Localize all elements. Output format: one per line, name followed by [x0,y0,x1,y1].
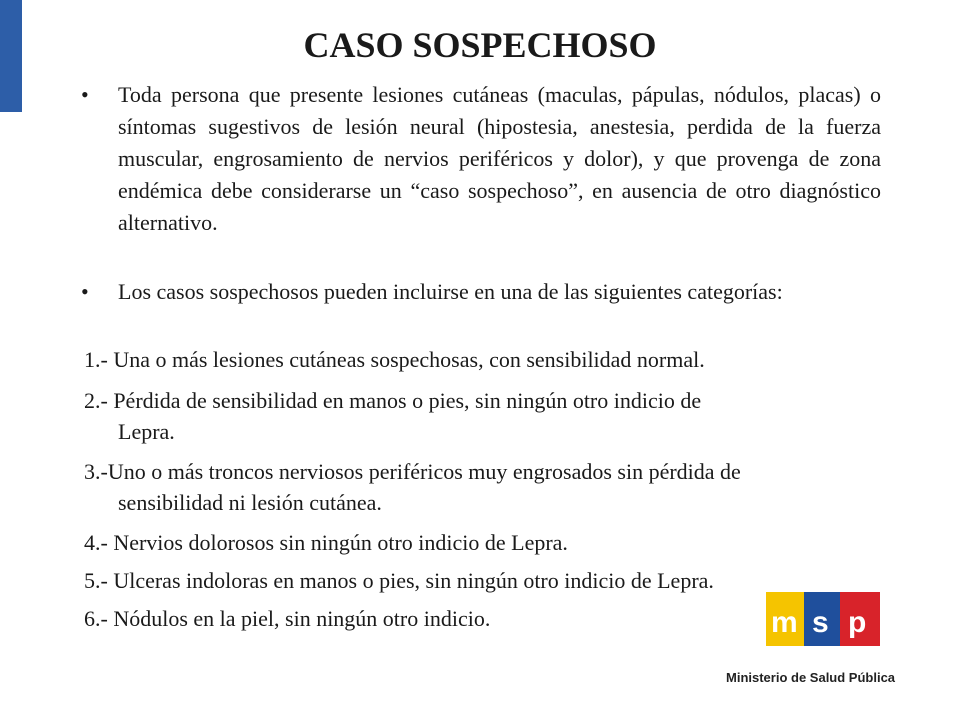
list-item [84,456,881,518]
list-item-text: 4.- Nervios dolorosos sin ningún otro indicio de Lepra. [84,530,568,555]
list-item-text: 1.- Una o más lesiones cutáneas sospechosas, con sensibilidad normal. [84,347,705,372]
list-item-continuation: sensibilidad ni lesión cutánea. [118,490,382,515]
list-item [84,344,881,375]
list-item-text: 5.- Ulceras indoloras en manos o pies, sin ningún otro indicio de Lepra. [84,568,714,593]
list-item-text: 2.- Pérdida de sensibilidad en manos o pies, sin ningún otro indicio de [84,388,702,413]
page-title: CASO SOSPECHOSO [303,25,657,65]
list-item-text: 3.-Uno o más troncos nerviosos periféricos muy engrosados sin pérdida de [84,459,741,484]
logo-letter-s: s [812,606,829,639]
bullet-icon: • [81,82,89,107]
bullet-text: Toda persona que presente lesiones cutáneas (maculas, pápulas, nódulos, placas) o síntomas sugestivos de lesión neural (hipostesia, anestesia, perdida de la fuerza muscular, engrosamiento de nervios periféricos y dolor), y que provenga de zona endémica debe considerarse un “caso sospechoso”, en ausencia de otro diagnóstico alternativo. [118,82,881,235]
list-item [84,527,881,558]
msp-logo-icon [726,586,896,698]
logo-caption: Ministerio de Salud Pública [726,670,896,685]
list-item-continuation: Lepra. [118,419,175,444]
logo-letter-m: m [771,606,798,639]
logo-letter-p: p [848,606,867,639]
bullet-paragraph [81,276,881,308]
list-item-text: 6.- Nódulos en la piel, sin ningún otro indicio. [84,606,491,631]
bullet-text: Los casos sospechosos pueden incluirse en una de las siguientes categorías: [118,279,783,304]
bullet-icon: • [81,279,89,304]
list-item [84,385,881,447]
ministry-logo [726,586,896,698]
bullet-paragraph [81,79,881,239]
